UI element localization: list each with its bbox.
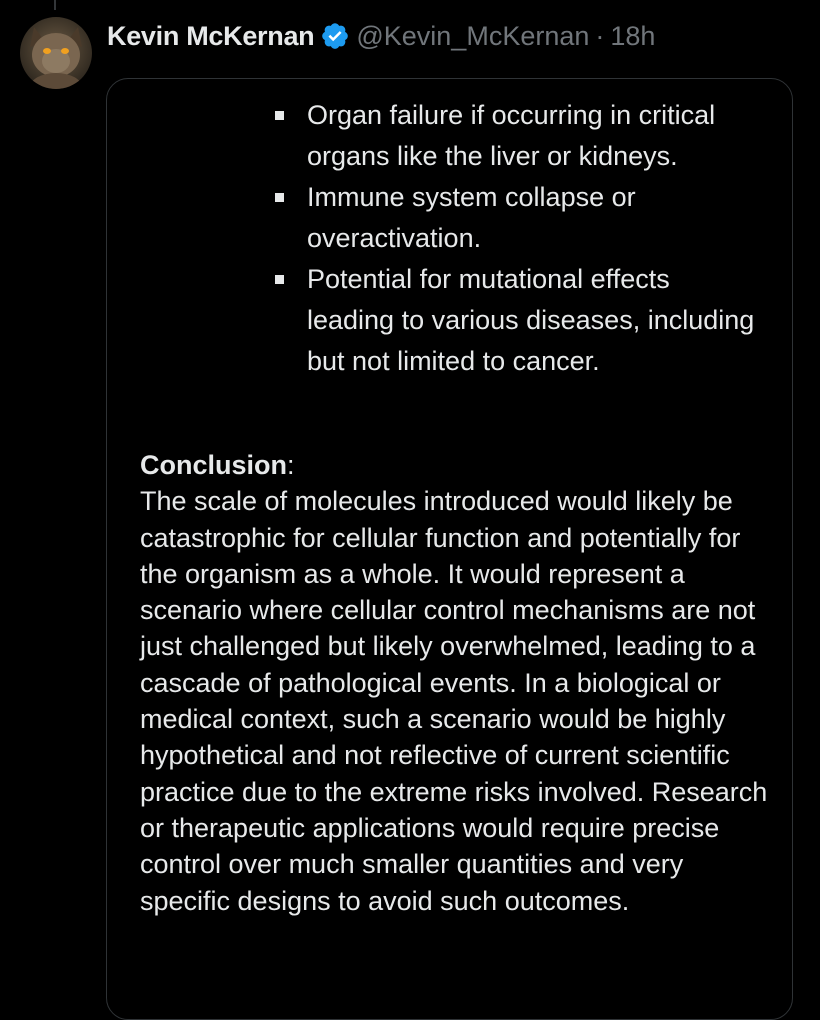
conclusion-section: [140, 447, 770, 919]
conclusion-heading: Conclusion: [140, 450, 287, 480]
list-item: [275, 95, 755, 177]
square-bullet-icon: [275, 193, 284, 202]
tweet-timestamp[interactable]: 18h: [610, 20, 656, 51]
bullet-text: Immune system collapse or overactivation.: [307, 182, 636, 253]
square-bullet-icon: [275, 111, 284, 120]
tweet-header: [107, 16, 655, 56]
conclusion-colon: :: [287, 450, 295, 480]
verified-badge-icon[interactable]: [320, 21, 350, 51]
cat-avatar-icon: [20, 17, 92, 89]
author-name[interactable]: Kevin McKernan: [107, 20, 315, 51]
conclusion-text: The scale of molecules introduced would likely be catastrophic for cellular function and potentially for the organism as a whole. It would represent a scenario where cellular control mechanisms are not just challenged but likely overwhelmed, leading to a cascade of pathological events. In a biological or medical context, such a scenario would be highly hypothetical and not reflective of current scientific practice due to the extreme risks involved. Research or therapeutic applications would require precise control over much smaller quantities and very specific designs to avoid such outcomes.: [140, 486, 768, 916]
bullet-text: Potential for mutational effects leading to various diseases, including but not limited to cancer.: [307, 264, 755, 376]
list-item: [275, 259, 755, 382]
conclusion-heading-line: [140, 447, 770, 483]
author-handle[interactable]: @Kevin_McKernan: [356, 20, 590, 51]
thread-connector-line: [54, 0, 56, 10]
list-item: [275, 177, 755, 259]
avatar[interactable]: [20, 17, 92, 89]
bullet-text: Organ failure if occurring in critical organs like the liver or kidneys.: [307, 100, 716, 171]
quoted-text-card[interactable]: [106, 78, 793, 1020]
header-separator: ·: [595, 20, 605, 51]
square-bullet-icon: [275, 275, 284, 284]
bullet-list: [275, 95, 755, 382]
